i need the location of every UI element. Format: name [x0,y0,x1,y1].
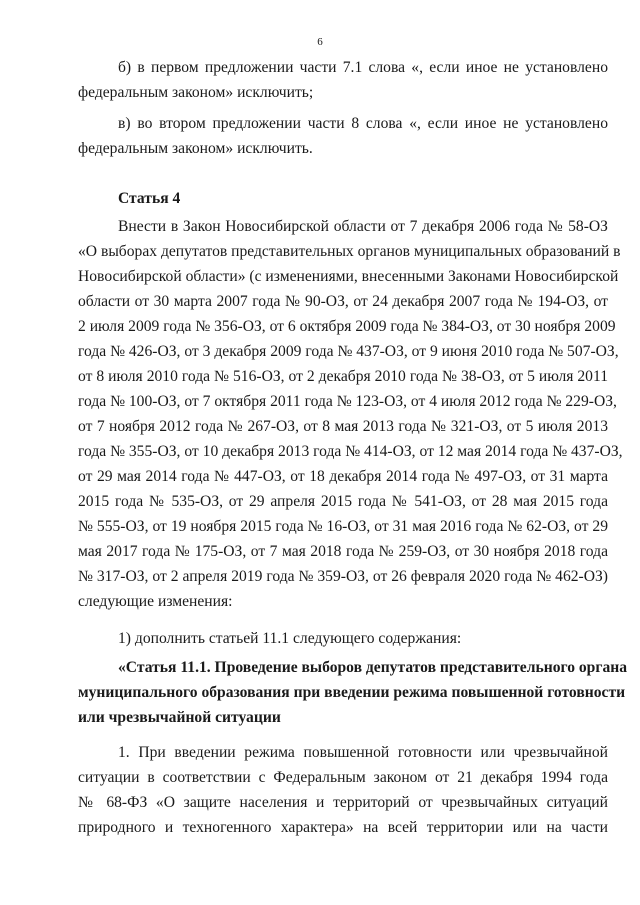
item-1 [78,626,608,651]
article-title-line: «Статья 11.1. Проведение выборов депутатов представительного органа [118,659,628,676]
text-line: 2015 года № 535-ОЗ, от 29 апреля 2015 года № 541-ОЗ, от 28 мая 2015 года [78,493,608,510]
article-4-body [78,214,623,614]
text-line: в) во втором предложении части 8 слова «, если иное не установлено [118,115,608,132]
text-line: от 7 ноября 2012 года № 267-ОЗ, от 8 мая 2013 года № 321-ОЗ, от 5 июля 2013 [78,418,608,435]
text-line: природного и техногенного характера» на всей территории или на части [78,819,608,836]
text-line: от 29 мая 2014 года № 447-ОЗ, от 18 декабря 2014 года № 497-ОЗ, от 31 марта [78,468,608,485]
text-line: федеральным законом» исключить. [78,140,313,157]
text-line: № 317-ОЗ, от 2 апреля 2019 года № 359-ОЗ, от 26 февраля 2020 года № 462-ОЗ) [78,568,608,585]
text-line: от 8 июля 2010 года № 516-ОЗ, от 2 декабря 2010 года № 38-ОЗ, от 5 июля 2011 [78,368,608,385]
text-line: № 555-ОЗ, от 19 ноября 2015 года № 16-ОЗ, от 31 мая 2016 года № 62-ОЗ, от 29 [78,518,608,535]
text-line: Новосибирской области» (с изменениями, внесенными Законами Новосибирской [78,268,619,285]
text-line: области от 30 марта 2007 года № 90-ОЗ, от 24 декабря 2007 года № 194-ОЗ, от [78,293,608,310]
text-line: № 68-ФЗ «О защите населения и территорий от чрезвычайных ситуаций [78,794,608,811]
text-line: 1) дополнить статьей 11.1 следующего содержания: [118,630,462,647]
text-line: 2 июля 2009 года № 356-ОЗ, от 6 октября 2009 года № 384-ОЗ, от 30 ноября 2009 [78,318,616,335]
text-line: Внести в Закон Новосибирской области от 7 декабря 2006 года № 58-ОЗ [118,218,608,235]
article-title: Статья 4 [118,190,181,207]
text-line: следующие изменения: [78,593,233,610]
text-line: федеральным законом» исключить; [78,84,314,101]
article-4-heading [78,186,608,211]
text-line: года № 100-ОЗ, от 7 октября 2011 года № 123-ОЗ, от 4 июля 2012 года № 229-ОЗ, [78,393,617,410]
text-line: б) в первом предложении части 7.1 слова «, если иное не установлено [118,59,608,76]
text-line: 1. При введении режима повышенной готовности или чрезвычайной [118,744,608,761]
article-11-1-heading [78,655,628,730]
text-line: года № 355-ОЗ, от 10 декабря 2013 года № 414-ОЗ, от 12 мая 2014 года № 437-ОЗ, [78,443,623,460]
text-line: «О выборах депутатов представительных органов муниципальных образований в [78,243,621,260]
text-line: года № 426-ОЗ, от 3 декабря 2009 года № 437-ОЗ, от 9 июня 2010 года № 507-ОЗ, [78,343,619,360]
page-number: 6 [317,36,323,48]
text-line: ситуации в соответствии с Федеральным законом от 21 декабря 1994 года [78,769,608,786]
paragraph-b [78,55,608,105]
article-title-line: или чрезвычайной ситуации [78,709,281,726]
text-line: мая 2017 года № 175-ОЗ, от 7 мая 2018 года № 259-ОЗ, от 30 ноября 2018 года [78,543,608,560]
article-title-line: муниципального образования при введении режима повышенной готовности [78,684,626,701]
point-1 [78,740,608,840]
paragraph-v [78,111,608,161]
